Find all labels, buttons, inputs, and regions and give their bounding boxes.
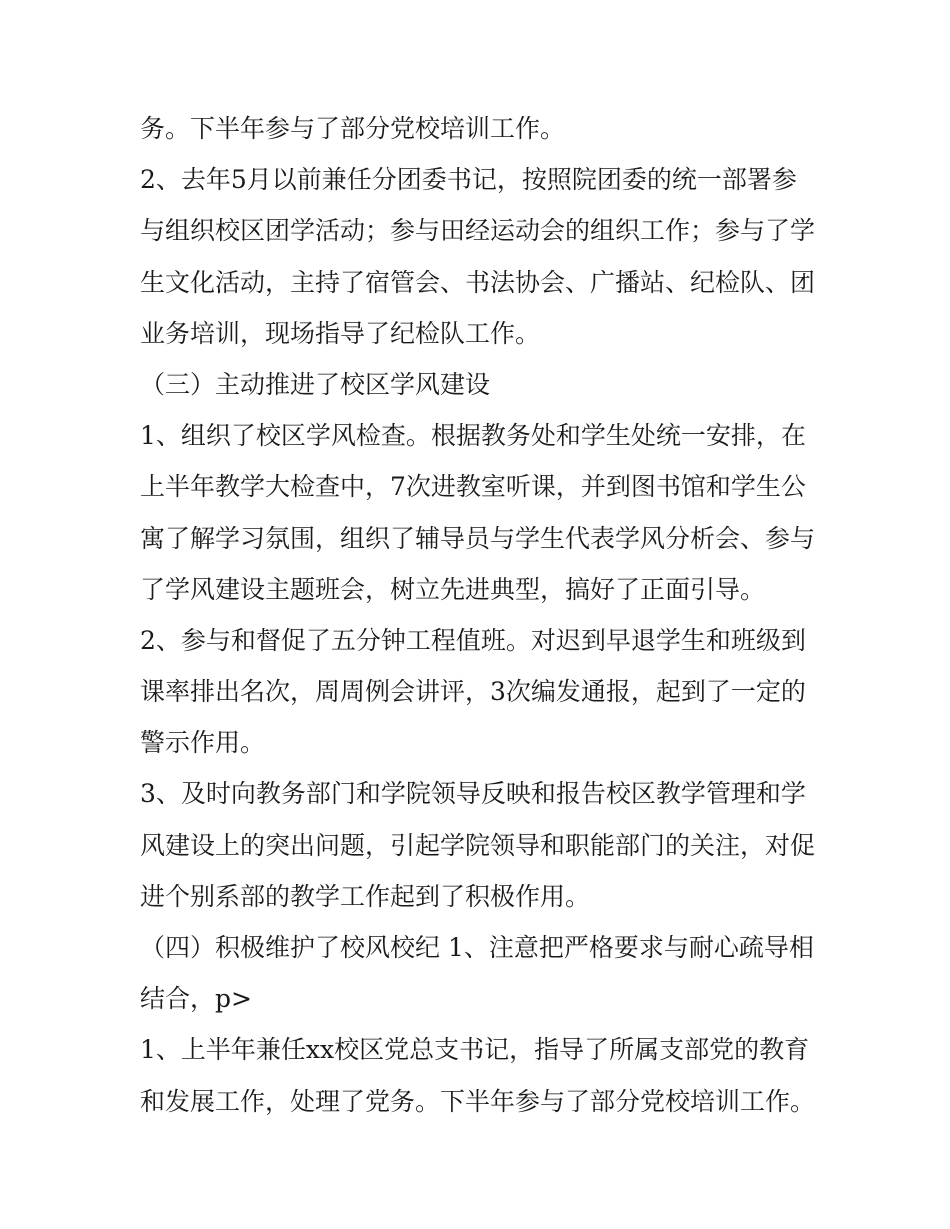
text-line: 生文化活动，主持了宿管会、书法协会、广播站、纪检队、团 [140, 267, 816, 297]
text-line: 1、组织了校区学风检查。根据教务处和学生处统一安排，在 [140, 421, 806, 451]
text-line: 课率排出名次，周周例会讲评，3次编发通报，起到了一定的 [140, 677, 806, 707]
text-line: 1、上半年兼任xx校区党总支书记，指导了所属支部党的教育 [140, 1035, 810, 1065]
text-line: 与组织校区团学活动；参与田经运动会的组织工作；参与了学 [140, 216, 816, 246]
text-line: 了学风建设主题班会，树立先进典型，搞好了正面引导。 [140, 574, 766, 604]
text-line: 务。下半年参与了部分党校培训工作。 [140, 114, 566, 143]
text-line: 寓了解学习氛围，组织了辅导员与学生代表学风分析会、参与 [140, 523, 816, 553]
text-line: 2、参与和督促了五分钟工程值班。对迟到早退学生和班级到 [140, 625, 806, 655]
text-line: 2、去年5月以前兼任分团委书记，按照院团委的统一部署参 [140, 165, 797, 195]
text-line: 3、及时向教务部门和学院领导反映和报告校区教学管理和学 [140, 779, 806, 809]
text-line: 上半年教学大检查中，7次进教室听课，并到图书馆和学生公 [140, 472, 806, 502]
text-line: 业务培训，现场指导了纪检队工作。 [140, 318, 541, 348]
section-heading: （三）主动推进了校区学风建设 [140, 369, 491, 399]
section-heading: （四）积极维护了校风校纪 1、注意把严格要求与耐心疏导相 [140, 933, 814, 962]
text-line: 和发展工作，处理了党务。下半年参与了部分党校培训工作。 [140, 1086, 816, 1116]
text-line: 风建设上的突出问题，引起学院领导和职能部门的关注，对促 [140, 830, 816, 860]
text-line: 警示作用。 [140, 728, 266, 758]
text-line: 进个别系部的教学工作起到了积极作用。 [140, 881, 591, 911]
body-text [140, 103, 830, 1127]
text-line: 结合，p> [140, 984, 252, 1014]
